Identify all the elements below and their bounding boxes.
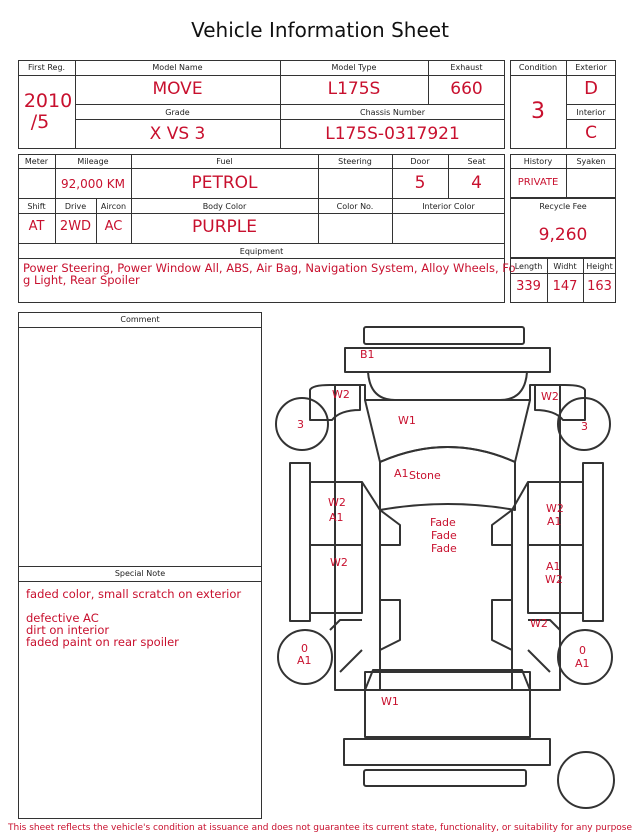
sheet-title: Vehicle Information Sheet: [191, 18, 449, 42]
grade-value: X VS 3: [149, 124, 206, 144]
exterior-label: Exterior: [575, 63, 607, 72]
width-value: 147: [552, 279, 578, 294]
equipment-line-2: g Light, Rear Spoiler: [23, 273, 140, 287]
mark-fade-2: Fade: [431, 529, 457, 542]
drive-label: Drive: [64, 202, 87, 211]
fuel-label: Fuel: [216, 157, 233, 166]
mark-stone: Stone: [409, 469, 441, 482]
mark-fade-3: Fade: [431, 542, 457, 555]
interior-value: C: [585, 123, 597, 143]
steering-label: Steering: [338, 157, 372, 166]
chassis-number-label: Chassis Number: [360, 108, 425, 117]
meter-label: Meter: [24, 157, 49, 166]
special-note-label: Special Note: [114, 569, 166, 578]
mark-tire-rear-right-bottom: A1: [575, 657, 590, 670]
exterior-value: D: [584, 78, 598, 99]
height-label: Height: [586, 262, 613, 271]
hood-outline: [345, 348, 550, 372]
history-value: PRIVATE: [517, 177, 559, 188]
first-reg-year: 2010: [23, 90, 73, 112]
first-reg-month: /5: [30, 111, 50, 133]
front-bumper-outline: [364, 327, 524, 344]
car-damage-diagram: [270, 320, 632, 820]
rear-bumper-outline: [344, 739, 550, 765]
interior-label: Interior: [576, 108, 606, 117]
mark-w2-right-front-door: W2: [546, 502, 564, 515]
length-label: Length: [514, 262, 543, 271]
mark-fade-1: Fade: [430, 516, 456, 529]
width-label: Widht: [553, 262, 577, 271]
mark-a1-left-front-door: A1: [329, 511, 344, 524]
mark-w2-right-rear-door: W2: [545, 573, 563, 586]
mark-tire-front-left: 3: [297, 418, 304, 431]
mileage-label: Mileage: [77, 157, 109, 166]
drive-value: 2WD: [59, 219, 92, 234]
grade-label: Grade: [165, 108, 190, 117]
interior-color-label: Interior Color: [422, 202, 475, 211]
comment-label: Comment: [120, 315, 160, 324]
mark-tire-rear-left-top: 0: [301, 642, 308, 655]
condition-label: Condition: [518, 63, 558, 72]
door-label: Door: [410, 157, 430, 166]
body-color-label: Body Color: [202, 202, 247, 211]
mark-tire-front-right: 3: [581, 420, 588, 433]
disclaimer-footer: This sheet reflects the vehicle's condition at issuance and does not guarantee its current state, functionality, or suitability for any purpose: [7, 823, 633, 833]
first-reg-label: First Reg.: [27, 63, 66, 72]
mileage-value: 92,000 KM: [60, 177, 126, 191]
windshield: [365, 400, 530, 462]
mark-w2-right-quarter: W2: [530, 617, 548, 630]
chassis-number-value: L175S-0317921: [325, 124, 460, 144]
height-value: 163: [587, 279, 612, 294]
special-notes-list: [26, 588, 258, 648]
history-label: History: [523, 157, 553, 166]
rear-bumper-lower: [364, 770, 526, 786]
mark-w2-front-right: W2: [541, 390, 559, 403]
body-color-value: PURPLE: [192, 217, 257, 237]
mark-a1-right-rear-door: A1: [546, 560, 561, 573]
equipment-line-1: Power Steering, Power Window All, ABS, Air Bag, Navigation System, Alloy Wheels, Fo: [23, 261, 516, 275]
color-no-label: Color No.: [336, 202, 374, 211]
mark-w2-left-rear-door: W2: [330, 556, 348, 569]
shift-value: AT: [28, 219, 45, 234]
mark-tire-rear-left-bottom: A1: [297, 654, 312, 667]
mark-a1-right-front-door: A1: [547, 515, 562, 528]
shift-label: Shift: [27, 202, 46, 211]
model-type-value: L175S: [327, 79, 381, 99]
seat-value: 4: [471, 173, 482, 193]
door-value: 5: [414, 173, 426, 193]
equipment-label: Equipment: [239, 247, 284, 256]
mark-w1-rear-glass: W1: [381, 695, 399, 708]
condition-value: 3: [531, 99, 545, 124]
left-side-panel: [290, 463, 310, 621]
aircon-value: AC: [104, 219, 123, 234]
syaken-label: Syaken: [576, 157, 606, 166]
fuel-value: PETROL: [191, 173, 258, 193]
recycle-fee-value: 9,260: [538, 225, 588, 245]
special-note-item: defective AC: [26, 611, 99, 625]
mark-b1: B1: [360, 348, 375, 361]
spare-tire: [558, 752, 614, 808]
model-name-label: Model Name: [152, 63, 203, 72]
exhaust-label: Exhaust: [450, 63, 483, 72]
special-note-item: faded paint on rear spoiler: [26, 635, 179, 649]
mark-w2-left-front-door: W2: [328, 496, 346, 509]
exhaust-value: 660: [450, 79, 483, 99]
aircon-label: Aircon: [100, 202, 127, 211]
length-value: 339: [516, 279, 541, 294]
model-name-value: MOVE: [152, 79, 203, 99]
recycle-fee-label: Recycle Fee: [539, 202, 587, 211]
mark-tire-rear-right-top: 0: [579, 644, 586, 657]
model-type-label: Model Type: [331, 63, 377, 72]
special-note-item: dirt on interior: [26, 623, 110, 637]
mark-w1-windshield: W1: [398, 414, 416, 427]
right-side-panel: [583, 463, 603, 621]
mark-a1-stone: A1: [394, 467, 409, 480]
special-note-item: faded color, small scratch on exterior: [26, 587, 242, 601]
mark-w2-front-left: W2: [332, 388, 350, 401]
seat-label: Seat: [467, 157, 486, 166]
